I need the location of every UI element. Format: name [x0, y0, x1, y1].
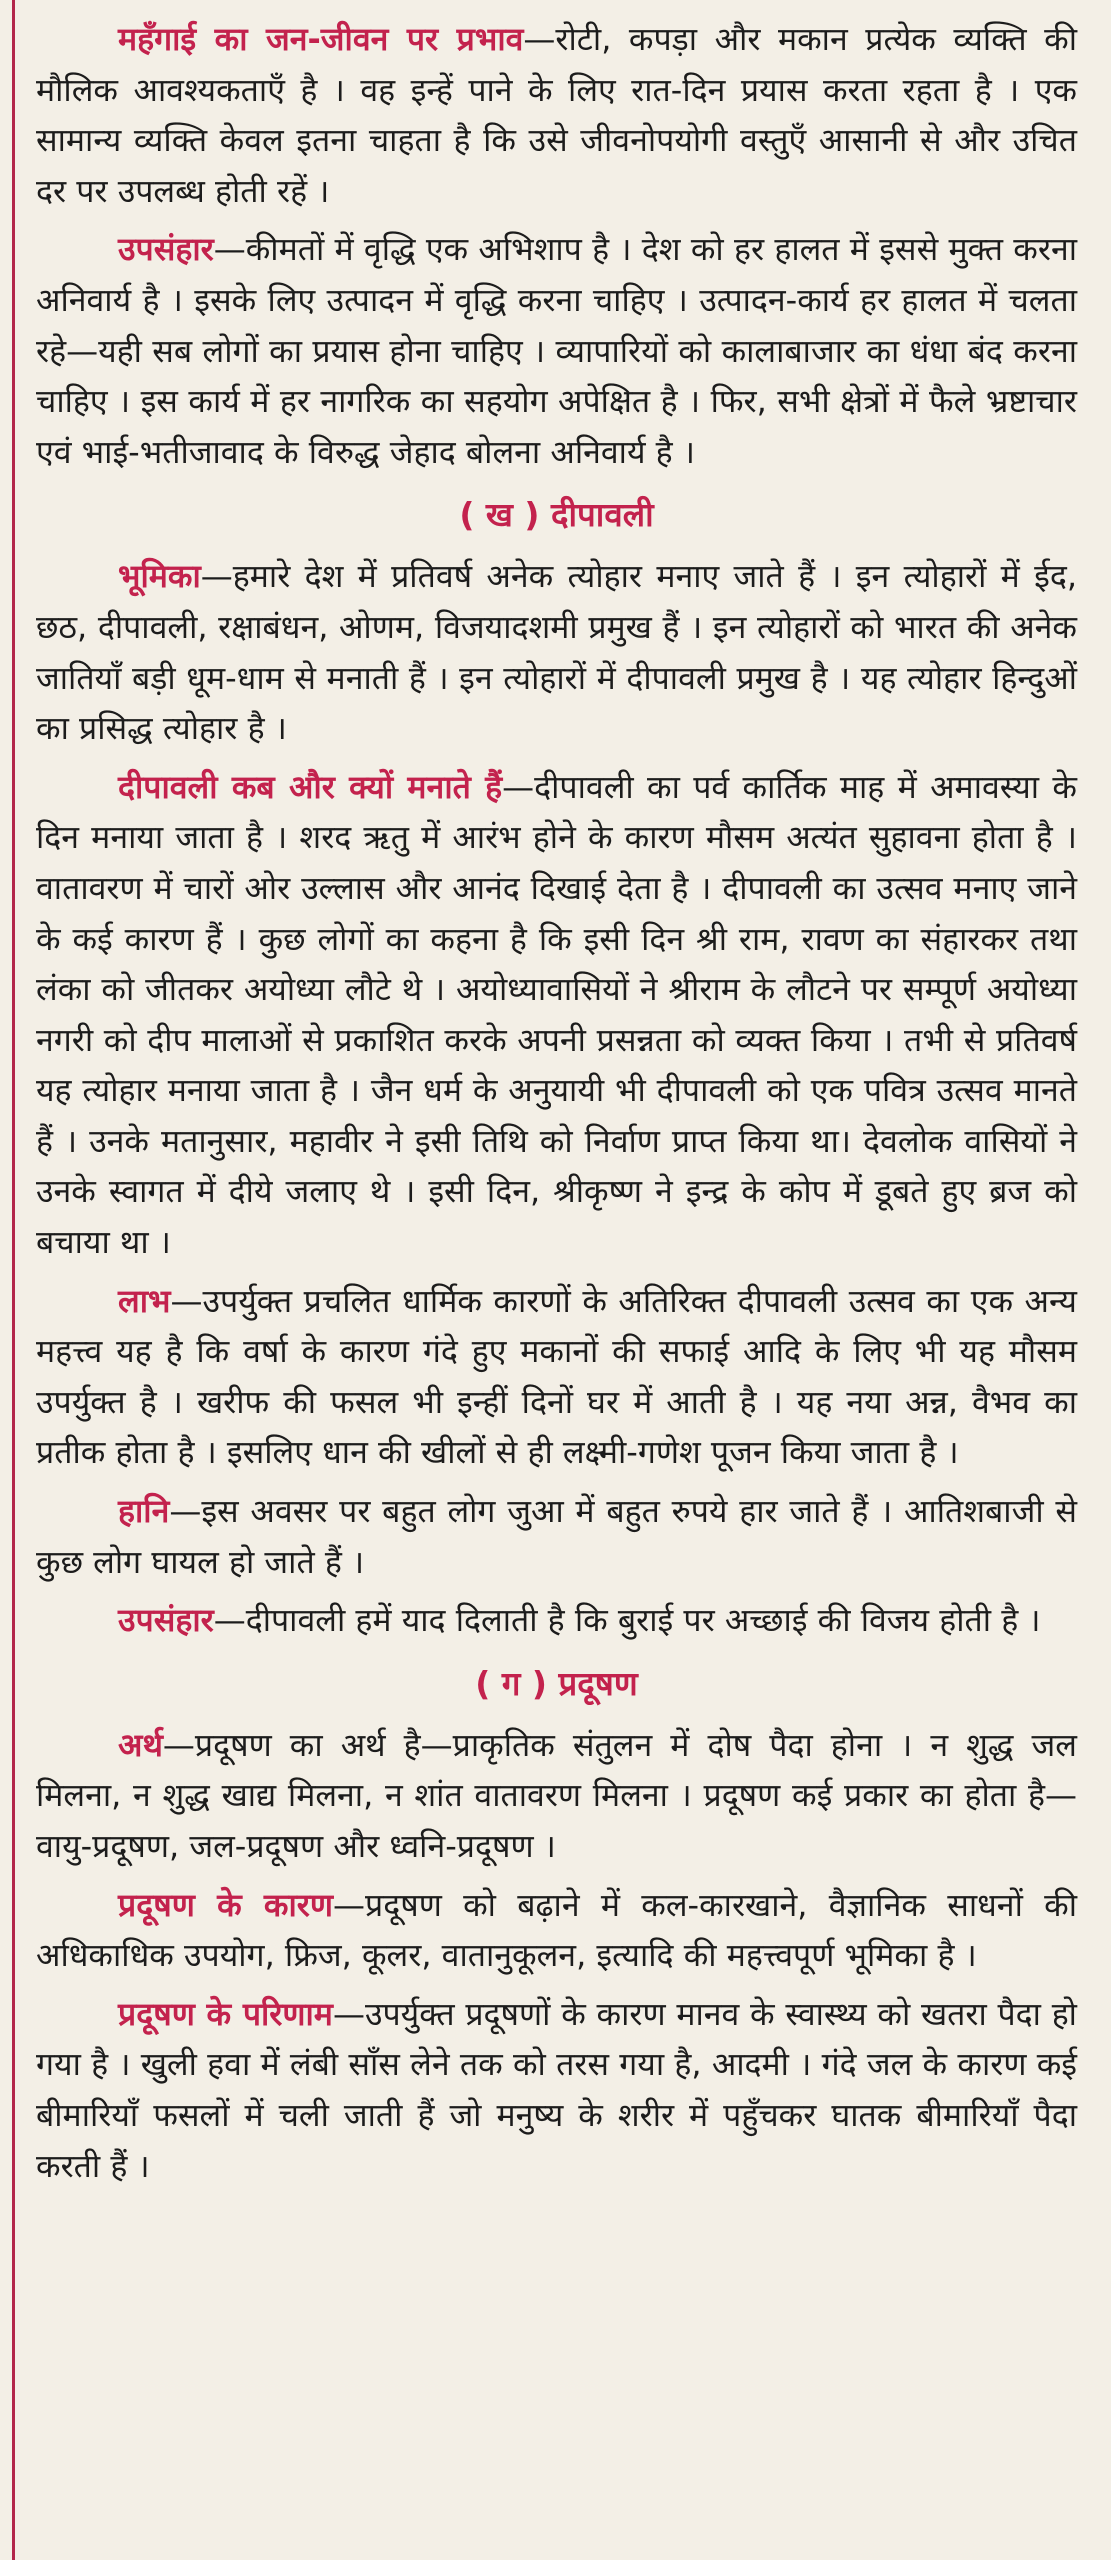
paragraph-mehngai-prabhav — [36, 14, 1077, 216]
section-heading-deepawali: ( ख ) दीपावली — [459, 495, 654, 535]
paragraph-hani — [36, 1486, 1077, 1587]
paragraph-text: —उपर्युक्त प्रचलित धार्मिक कारणों के अतिरिक्त दीपावली उत्सव का एक अन्य महत्त्व यह है कि वर्षा के कारण गंदे हुए मकानों की सफाई आदि के लिए भी यह मौसम उपर्युक्त है । खरीफ की फसल भी इन्हीं दिनों घर में आती है । यह नया अन्न, वैभव का प्रतीक होता है । इसलिए धान की खीलों से ही लक्ष्मी-गणेश पूजन किया जाता है । — [36, 1281, 1077, 1472]
subheading-hani: हानि — [118, 1492, 170, 1531]
subheading-labh: लाभ — [118, 1281, 171, 1320]
subheading-bhumika: भूमिका — [118, 557, 201, 596]
section-heading-pradushan: ( ग ) प्रदूषण — [475, 1663, 638, 1703]
section-pradushan — [36, 1654, 1077, 2191]
subheading-karan: प्रदूषण के कारण — [118, 1885, 333, 1924]
paragraph-parinam — [36, 1989, 1077, 2191]
paragraph-text: —हमारे देश में प्रतिवर्ष अनेक त्योहार मनाए जाते हैं । इन त्योहारों में ईद, छठ, दीपावली, रक्षाबंधन, ओणम, विजयादशमी प्रमुख हैं । इन त्योहारों को भारत की अनेक जातियाँ बड़ी धूम-धाम से मनाती हैं । इन त्योहारों में दीपावली प्रमुख है । यह त्योहार हिन्दुओं का प्रसिद्ध त्योहार है । — [36, 557, 1077, 748]
paragraph-text: —दीपावली का पर्व कार्तिक माह में अमावस्या के दिन मनाया जाता है । शरद ऋतु में आरंभ होने के कारण मौसम अत्यंत सुहावना होता है । वातावरण में चारों ओर उल्लास और आनंद दिखाई देता है । दीपावली का उत्सव मनाए जाने के कई कारण हैं । कुछ लोगों का कहना है कि इसी दिन श्री राम, रावण का संहारकर तथा लंका को जीतकर अयोध्या लौटे थे । अयोध्यावासियों ने श्रीराम के लौटने पर सम्पूर्ण अयोध्या नगरी को दीप मालाओं से प्रकाशित करके अपनी प्रसन्नता को व्यक्त किया । तभी से प्रतिवर्ष यह त्योहार मनाया जाता है । जैन धर्म के अनुयायी भी दीपावली को एक पवित्र उत्सव मानते हैं । उनके मतानुसार, महावीर ने इसी तिथि को निर्वाण प्राप्त किया था। देवलोक वासियों ने उनके स्वागत में दीये जलाए थे । इसी दिन, श्रीकृष्ण ने इन्द्र के कोप में डूबते हुए ब्रज को बचाया था । — [36, 767, 1077, 1262]
paragraph-text: —रोटी, कपड़ा और मकान प्रत्येक व्यक्ति की मौलिक आवश्यकताएँ है । वह इन्हें पाने के लिए रात-दिन प्रयास करता रहता है । एक सामान्य व्यक्ति केवल इतना चाहता है कि उसे जीवनोपयोगी वस्तुएँ आसानी से और उचित दर पर उपलब्ध होती रहें । — [36, 20, 1077, 210]
paragraph-text: —उपर्युक्त प्रदूषणों के कारण मानव के स्वास्थ्य को खतरा पैदा हो गया है । खुली हवा में लंबी साँस लेने तक को तरस गया है, आदमी । गंदे जल के कारण कई बीमारियाँ फसलों में चली जाती हैं जो मनुष्य के शरीर में पहुँचकर घातक बीमारियाँ पैदा करती हैं । — [36, 1994, 1077, 2185]
paragraph-upsanhar-1 — [36, 224, 1077, 477]
margin-line — [12, 0, 15, 2560]
subheading-kab-kyon: दीपावली कब और क्यों मनाते हैं — [118, 767, 503, 806]
paragraph-labh — [36, 1276, 1077, 1478]
subheading-mehngai-prabhav: महँगाई का जन-जीवन पर प्रभाव — [118, 20, 524, 58]
paragraph-upsanhar-2 — [36, 1595, 1077, 1646]
paragraph-text: —दीपावली हमें याद दिलाती है कि बुराई पर अच्छाई की विजय होती है । — [213, 1601, 1041, 1640]
section-deepawali — [36, 485, 1077, 1645]
paragraph-text: —इस अवसर पर बहुत लोग जुआ में बहुत रुपये हार जाते हैं । आतिशबाजी से कुछ लोग घायल हो जाते हैं । — [36, 1492, 1077, 1581]
subheading-upsanhar-1: उपसंहार — [118, 230, 214, 269]
subheading-upsanhar-2: उपसंहार — [118, 1601, 214, 1640]
paragraph-text: —प्रदूषण को बढ़ाने में कल-कारखाने, वैज्ञानिक साधनों की अधिकाधिक उपयोग, फ्रिज, कूलर, वातानुकूलन, इत्यादि की महत्त्वपूर्ण भूमिका है । — [36, 1885, 1077, 1975]
paragraph-arth — [36, 1720, 1077, 1872]
paragraph-kab-kyon — [36, 762, 1077, 1268]
paragraph-bhumika — [36, 551, 1077, 753]
paragraph-text: —प्रदूषण का अर्थ है—प्राकृतिक संतुलन में दोष पैदा होना । न शुद्ध जल मिलना, न शुद्ध खाद्य मिलना, न शांत वातावरण मिलना । प्रदूषण कई प्रकार का होता है—वायु-प्रदूषण, जल-प्रदूषण और ध्वनि-प्रदूषण । — [36, 1725, 1077, 1865]
section-mehngai — [36, 14, 1077, 477]
paragraph-text: —कीमतों में वृद्धि एक अभिशाप है । देश को हर हालत में इससे मुक्त करना अनिवार्य है । इसके लिए उत्पादन में वृद्धि करना चाहिए । उत्पादन-कार्य हर हालत में चलता रहे—यही सब लोगों का प्रयास होना चाहिए । व्यापारियों को कालाबाजार का धंधा बंद करना चाहिए । इस कार्य में हर नागरिक का सहयोग अपेक्षित है । फिर, सभी क्षेत्रों में फैले भ्रष्टाचार एवं भाई-भतीजावाद के विरुद्ध जेहाद बोलना अनिवार्य है । — [36, 230, 1077, 471]
subheading-parinam: प्रदूषण के परिणाम — [118, 1994, 333, 2033]
subheading-arth: अर्थ — [118, 1725, 163, 1764]
paragraph-karan — [36, 1880, 1077, 1981]
